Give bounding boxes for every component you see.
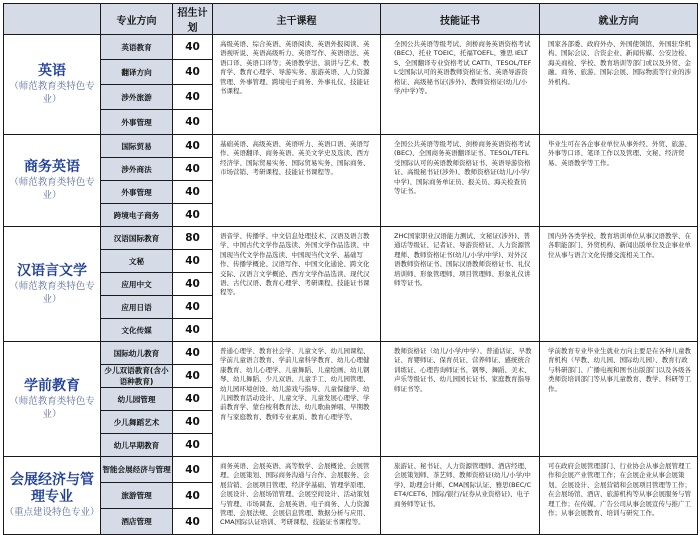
major-name: 应用日语 [101, 296, 173, 319]
major-quota: 40 [173, 509, 213, 535]
category-cell [4, 342, 101, 457]
header-category [4, 4, 101, 35]
header-quota: 招生计划 [173, 4, 213, 35]
major-name: 智能会展经济与管理 [101, 457, 173, 483]
major-quota: 40 [173, 342, 213, 365]
major-quota: 40 [173, 319, 213, 342]
category-note: （重点建设特色专业） [4, 507, 100, 518]
major-name: 文秘 [101, 250, 173, 273]
job-text: 可在政府会展管理部门、行业协会从事会展管理工作和会展产业管理工作；在会展企业从事会展策划、会展设计、会展营销和会展项目管理等工作；在会展场馆、酒店、旅游机构等从事会展服务与管理工作；在传媒、广告公司从事会展宣传与推广工作；从事会展教育、培训与研究工作。 [540, 457, 698, 535]
course-text: 商务英语、会展英语、高等数学、会展概论、会展管理、会展策划、国际商务沟通与合作、会展服务、会展营销、会展项目管理、经济学基础、管理学原理、会展设计、会展场馆管理、会展空间设计、活动策划与管理、市场调查、会展英语、电子商务、人力资源管理、会展法规、会展信息管理、数据分析与应用、CMA国际认证培训、考研课程、技能证书课程等。 [213, 457, 381, 535]
major-name: 汉语国际教育 [101, 227, 173, 250]
major-quota: 40 [173, 181, 213, 204]
category-note: （师范教育类特色专业） [9, 395, 95, 420]
major-name: 国际贸易 [101, 135, 173, 158]
header-job: 就业方向 [540, 4, 698, 35]
major-quota: 40 [173, 273, 213, 296]
cert-text: 教师资格证（幼儿/小学/中学）、普通话证、早教证、育婴师证、保育员证、营养师证、感统统合训练证、心理咨询师证书、钢琴、舞蹈、美术、声乐等级证书、幼儿园园长证书、家庭教育指导师证书等。 [381, 342, 540, 457]
major-name: 幼儿早期教育 [101, 434, 173, 457]
cert-text: 旅游证、秘书证、人力资源管理师、酒店经理、会展策划师、茶艺师、教师资格证(幼儿/小学/中学)、助理会计师、CMA国际认证、雅思(BEC/CET4/CET6、国际/银行/证券从业资格证)、电子商务师等证书。 [381, 457, 540, 535]
category-name: 商务英语 [24, 159, 80, 175]
table-row [4, 227, 698, 250]
header-row [4, 4, 698, 35]
major-quota: 40 [173, 250, 213, 273]
cert-text: 全国公共英语等级考试、剑桥商务英语资格考试(BEC)、托业 TOEIC、托福TOEFL、雅思 IELTS、全国翻译专业资格考试 CATTI、TESOL/TEFL受国际认可的英语教师资格证书、英语导游资格证、高级秘书证(涉外)、教师资格证(幼儿/小学/中学)等。 [381, 35, 540, 135]
major-name: 外事管理 [101, 110, 173, 135]
category-cell [4, 457, 101, 535]
major-quota: 40 [173, 483, 213, 509]
category-name: 会展经济与管理专业 [10, 472, 94, 505]
major-quota: 80 [173, 227, 213, 250]
category-note: （师范教育类特色专业） [9, 280, 95, 305]
major-name: 应用中文 [101, 273, 173, 296]
category-note: （师范教育类特色专业） [9, 177, 95, 201]
major-name: 少儿舞蹈艺术 [101, 411, 173, 434]
job-text: 国内外各类学校、教育培训单位从事汉语教学、在各职能部门、外贸机构、新闻出版单位及企事业单位从事与语言文化传播交流相关工作。 [540, 227, 698, 342]
category-name: 英语 [38, 63, 66, 79]
category-cell [4, 227, 101, 342]
header-course: 主干课程 [213, 4, 381, 35]
course-text: 基础英语、高级英语、英语听力、英语口语、英语写作、英语翻译、商务英语、英美文学史及选读、西方经济学、国际贸易实务、国际贸易实务、国际商务、市场营销、考研课程、技能证书课程等。 [213, 135, 381, 227]
major-name: 跨境电子商务 [101, 204, 173, 227]
course-text: 语音学、传播学、中文信息处理技术、汉语及语言教学、中国古代文学作品选读、外国文学作品选读、中国现当代文学作品选读、中国现当代文学、基础写作、传播学概论、汉语写作、中国文化通论、跨文化交际、汉语言文学概论、西方文学作品选读、现代汉语、古代汉语、教育心理学、考研课程、技能证书课程等。 [213, 227, 381, 342]
major-name: 翻译方向 [101, 60, 173, 85]
cert-text: ZHC国家职业汉语能力测试、文秘证(涉外)、普通话等级证、记者证、导游资格证、人力资源管理师、教师资格证书(幼儿/小学/中学)、对外汉语教师资格证书、国际汉语教师资格证书、礼仪培训师、形象管理师、项目管理师、形象礼仪讲师等证书。 [381, 227, 540, 342]
job-text: 学前教育专业毕业生就业方向主要是在各种儿童教育机构（早教、幼儿园、国际幼儿园）、教育行政与科研部门、广播电视和图书出版部门以及各级各类师资培训部门等从事儿童教育、教学、科研等工作。 [540, 342, 698, 457]
table-row [4, 342, 698, 365]
major-name: 幼儿园管理 [101, 388, 173, 411]
major-quota: 40 [173, 158, 213, 181]
category-name: 学前教育 [24, 377, 80, 394]
major-quota: 40 [173, 434, 213, 457]
major-name: 酒店管理 [101, 509, 173, 535]
major-quota: 40 [173, 411, 213, 434]
major-name: 少儿双语教育(含小语种教育) [101, 365, 173, 388]
job-text: 国家各部委、政府外办、外国使领馆、外国驻华机构、国际会议、合资企业、新闻传媒、公安边检、海关商检、学校、教育培训等部门或以及外贸、金融、商务、旅游、国际会展、国际物流等行业的涉外机构。 [540, 35, 698, 135]
program-table [3, 3, 698, 535]
major-name: 旅游管理 [101, 483, 173, 509]
major-name: 国际幼儿教育 [101, 342, 173, 365]
major-quota: 40 [173, 204, 213, 227]
table-row [4, 135, 698, 158]
major-quota: 40 [173, 365, 213, 388]
major-quota: 40 [173, 110, 213, 135]
major-quota: 40 [173, 457, 213, 483]
header-major: 专业方向 [101, 4, 173, 35]
enrollment-page [3, 3, 697, 531]
job-text: 毕业生可在各企事业单位从事外经、外贸、旅游、外事等口译、笔译工作以及管理、文秘、经济贸易、英语教学等工作。 [540, 135, 698, 227]
course-text: 高级英语、综合英语、英语阅读、英语外报阅读、英语视听说、英语高级听力、英语写作、英语语法、英语口译、英语口译等；英语教学法、演讲与艺术、教育学、教育心理学、导游实务、旅游英语、人力资源管理、外事管理、跨境电子商务、外事礼仪、技能证书课程。 [213, 35, 381, 135]
major-name: 文化传媒 [101, 319, 173, 342]
major-quota: 40 [173, 135, 213, 158]
major-name: 涉外商法 [101, 158, 173, 181]
table-row [4, 35, 698, 60]
major-quota: 40 [173, 85, 213, 110]
major-name: 外事管理 [101, 181, 173, 204]
category-cell [4, 35, 101, 135]
header-cert: 技能证书 [381, 4, 540, 35]
category-cell [4, 135, 101, 227]
major-quota: 40 [173, 388, 213, 411]
major-quota: 40 [173, 60, 213, 85]
major-name: 涉外旅游 [101, 85, 173, 110]
course-text: 普通心理学、教育社会学、儿童文学、幼儿园课程、学前儿童语言教育、学前儿童科学教育、幼儿心理健康教育、幼儿心理学、儿童舞蹈、儿童绘画、幼儿钢琴、幼儿舞蹈、少儿双语、儿童手工、幼儿园管理、幼儿园环境创设、幼儿游戏与指导、儿童保健学、幼儿园教育活动设计、儿童文学、儿童发展心理学、学前教育学、蒙台梭利教育法、幼儿歌曲弹唱、早期教育与家庭教育、教师专业素质、教育心理学等。 [213, 342, 381, 457]
major-quota: 40 [173, 296, 213, 319]
category-name: 汉语言文学 [17, 262, 87, 279]
major-name: 英语教育 [101, 35, 173, 60]
cert-text: 全国公共英语等级考试、剑桥商务英语资格考试(BEC)、全国商务英语翻译证书、TESOL/TEFL受国际认可的英语教师资格证书、英语导游资格证、高级秘书证(涉外)、教师资格证(幼儿/小学/中学)、国际商务单证员、报关员、海关检查员等证书。 [381, 135, 540, 227]
category-note: （师范教育类特色专业） [9, 81, 95, 105]
major-quota: 40 [173, 35, 213, 60]
table-row [4, 457, 698, 483]
